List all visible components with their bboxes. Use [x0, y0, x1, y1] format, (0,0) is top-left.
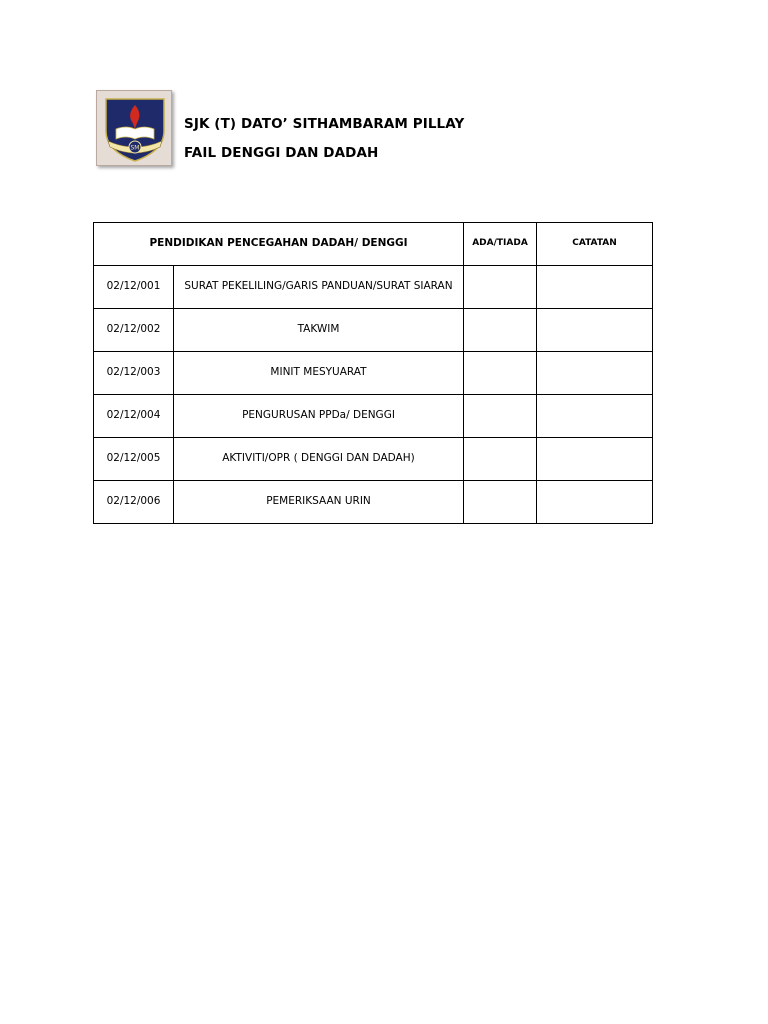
table-header-row	[94, 223, 653, 266]
school-crest-icon	[102, 95, 168, 163]
header-status: ADA/TIADA	[464, 223, 537, 266]
file-title: FAIL DENGGI DAN DADAH	[184, 145, 379, 161]
status-cell[interactable]	[464, 309, 537, 352]
table-row	[94, 309, 653, 352]
status-cell[interactable]	[464, 481, 537, 524]
table-row	[94, 352, 653, 395]
school-logo	[96, 90, 172, 166]
crest-monogram: SM	[130, 144, 140, 152]
file-code: 02/12/005	[94, 438, 174, 481]
file-title-cell: SURAT PEKELILING/GARIS PANDUAN/SURAT SIARAN	[174, 266, 464, 309]
status-cell[interactable]	[464, 266, 537, 309]
notes-cell[interactable]	[537, 352, 653, 395]
table-row	[94, 481, 653, 524]
status-cell[interactable]	[464, 438, 537, 481]
file-code: 02/12/006	[94, 481, 174, 524]
file-code: 02/12/004	[94, 395, 174, 438]
header-topic: PENDIDIKAN PENCEGAHAN DADAH/ DENGGI	[94, 223, 464, 266]
notes-cell[interactable]	[537, 395, 653, 438]
file-code: 02/12/002	[94, 309, 174, 352]
file-code: 02/12/003	[94, 352, 174, 395]
notes-cell[interactable]	[537, 481, 653, 524]
status-cell[interactable]	[464, 352, 537, 395]
notes-cell[interactable]	[537, 438, 653, 481]
file-title-cell: MINIT MESYUARAT	[174, 352, 464, 395]
file-title-cell: TAKWIM	[174, 309, 464, 352]
file-code: 02/12/001	[94, 266, 174, 309]
table-row	[94, 266, 653, 309]
file-title-cell: PENGURUSAN PPDa/ DENGGI	[174, 395, 464, 438]
file-index-table	[93, 222, 653, 524]
status-cell[interactable]	[464, 395, 537, 438]
header-notes: CATATAN	[537, 223, 653, 266]
school-name: SJK (T) DATO’ SITHAMBARAM PILLAY	[184, 116, 465, 132]
notes-cell[interactable]	[537, 266, 653, 309]
table-row	[94, 438, 653, 481]
file-title-cell: PEMERIKSAAN URIN	[174, 481, 464, 524]
notes-cell[interactable]	[537, 309, 653, 352]
file-title-cell: AKTIVITI/OPR ( DENGGI DAN DADAH)	[174, 438, 464, 481]
table-row	[94, 395, 653, 438]
